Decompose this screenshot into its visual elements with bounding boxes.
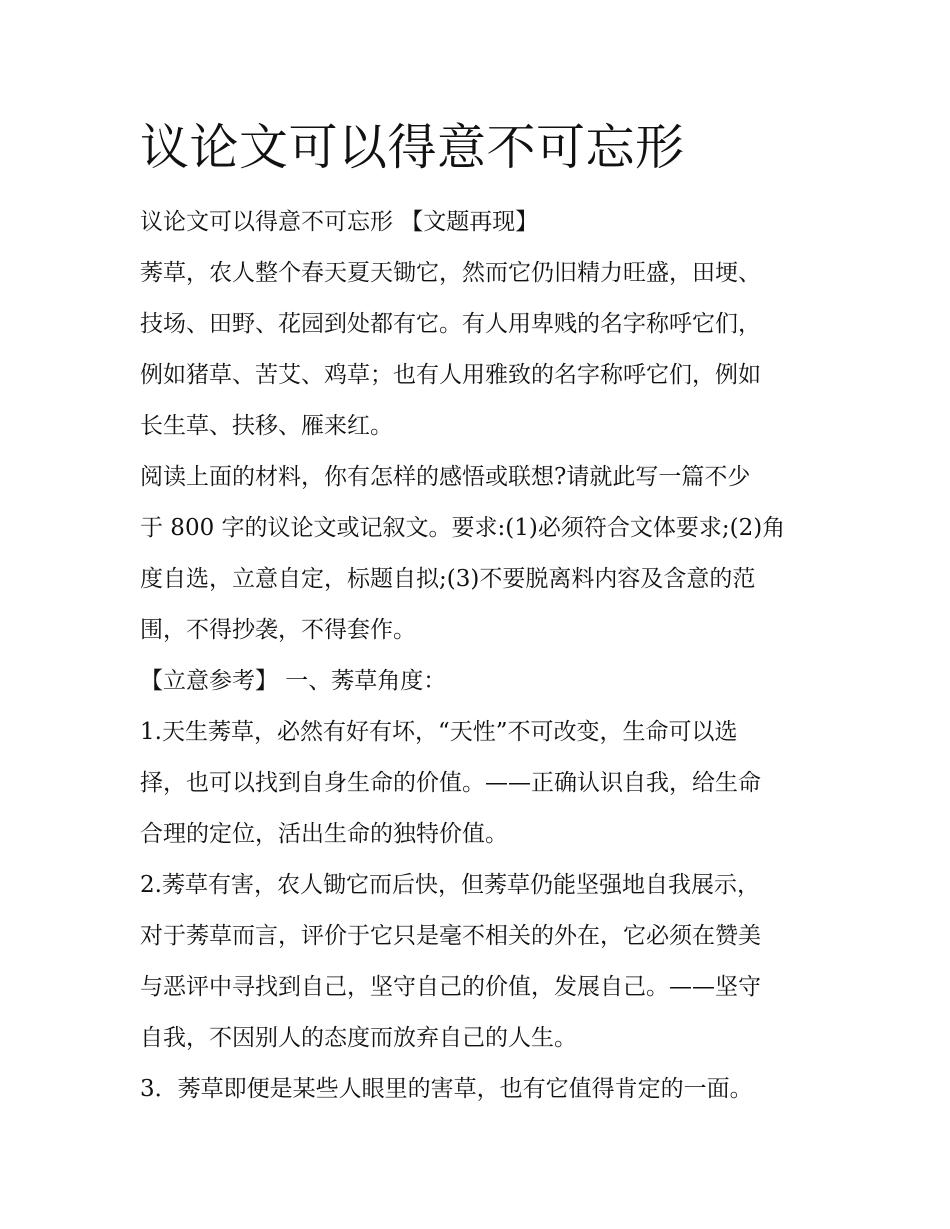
text-line: 自我，不因别人的态度而放弃自己的人生。 xyxy=(140,1025,577,1051)
text-line: 议论文可以得意不可忘形 【文题再现】 xyxy=(140,209,539,235)
text-line: 技场、田野、花园到处都有它。有人用卑贱的名字称呼它们， xyxy=(140,311,761,337)
text-line: 择，也可以找到自身生命的价值。——正确认识自我，给生命 xyxy=(140,770,761,796)
text-line: 围，不得抄袭，不得套作。 xyxy=(140,617,416,643)
text-line: 长生草、扶移、雁来红。 xyxy=(140,413,393,439)
text-line: 度自选，立意自定，标题自拟;(3)不要脱离料内容及含意的范 xyxy=(140,566,756,592)
text-line: 1.天生莠草，必然有好有坏，“天性”不可改变，生命可以选 xyxy=(140,719,738,745)
document-body xyxy=(140,197,820,1115)
text-line: 例如猪草、苦艾、鸡草；也有人用雅致的名字称呼它们，例如 xyxy=(140,362,761,388)
text-line: 与恶评中寻找到自己，坚守自己的价值，发展自己。——坚守 xyxy=(140,974,761,1000)
text-line: 2.莠草有害，农人锄它而后快，但莠草仍能坚强地自我展示， xyxy=(140,872,760,898)
text-line: 对于莠草而言，评价于它只是毫不相关的外在，它必须在赞美 xyxy=(140,923,761,949)
text-line: 合理的定位，活出生命的独特价值。 xyxy=(140,821,508,847)
document-title: 议论文可以得意不可忘形 xyxy=(140,119,685,176)
text-line: 莠草，农人整个春天夏天锄它，然而它仍旧精力旺盛，田埂、 xyxy=(140,260,761,286)
text-line: 于 800 字的议论文或记叙文。要求:(1)必须符合文体要求;(2)角 xyxy=(140,515,786,541)
text-line: 3．莠草即便是某些人眼里的害草，也有它值得肯定的一面。 xyxy=(140,1076,753,1102)
text-line: 【立意参考】 一、莠草角度： xyxy=(140,668,447,694)
text-line: 阅读上面的材料，你有怎样的感悟或联想?请就此写一篇不少 xyxy=(140,464,751,490)
